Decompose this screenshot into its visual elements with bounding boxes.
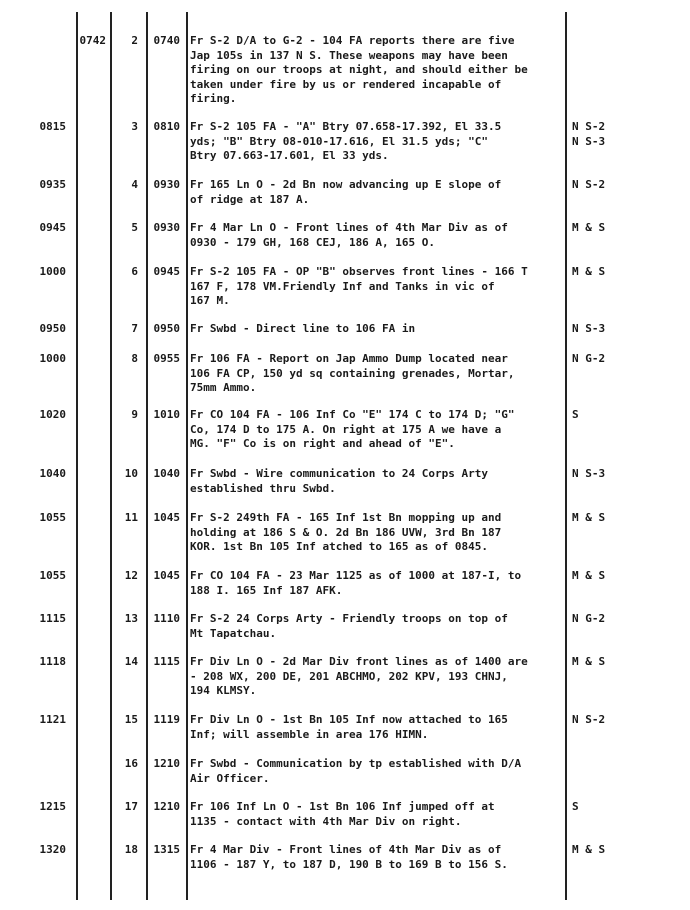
message-line: firing. — [190, 92, 237, 105]
message-line: Fr 4 Mar Ln O - Front lines of 4th Mar Div as of — [190, 221, 508, 234]
entry-time: 1215 — [39, 800, 66, 813]
message-line: 0930 - 179 GH, 168 CEJ, 186 A, 165 O. — [190, 235, 436, 249]
distribution-code: N S-2 — [572, 713, 606, 726]
entry-time: 1320 — [39, 843, 66, 856]
message-line: Fr 4 Mar Div - Front lines of 4th Mar Div as of — [190, 843, 502, 856]
entry-distribution — [572, 655, 652, 670]
entry-time: 1115 — [39, 612, 66, 625]
entry-number: 4 — [131, 178, 138, 191]
message-line: Fr 106 Inf Ln O - 1st Bn 106 Inf jumped off at — [190, 800, 495, 813]
entry-number: 17 — [124, 800, 138, 813]
message-line: Fr Div Ln O - 1st Bn 105 Inf now attached to 165 — [190, 713, 508, 726]
entry-message — [190, 120, 562, 164]
entry-number: 8 — [131, 352, 138, 365]
message-line: 1106 - 187 Y, to 187 D, 190 B to 169 B to 156 S. — [190, 857, 508, 871]
entry-distribution — [572, 265, 652, 280]
distribution-code: M & S — [572, 221, 606, 234]
entry-number: 18 — [124, 843, 138, 856]
entry-time: 1020 — [39, 408, 66, 421]
entry-number: 15 — [124, 713, 138, 726]
message-line: Fr 106 FA - Report on Jap Ammo Dump located near — [190, 352, 508, 365]
entry-distribution — [572, 713, 652, 728]
message-line: Jap 105s in 137 N S. These weapons may have been — [190, 48, 508, 62]
entry-time-in: 1045 — [153, 511, 180, 524]
distribution-code: M & S — [572, 569, 606, 582]
entry-message — [190, 569, 562, 598]
message-line: of ridge at 187 A. — [190, 192, 310, 206]
message-line: Fr S-2 24 Corps Arty - Friendly troops on top of — [190, 612, 508, 625]
distribution-code: N S-3 — [572, 134, 606, 148]
distribution-code: M & S — [572, 655, 606, 668]
entry-message — [190, 178, 562, 207]
entry-time: 1000 — [39, 352, 66, 365]
entry-time-in: 1010 — [153, 408, 180, 421]
message-line: Fr S-2 249th FA - 165 Inf 1st Bn mopping up and — [190, 511, 502, 524]
entry-distribution — [572, 408, 652, 423]
message-line: Fr Swbd - Wire communication to 24 Corps Arty — [190, 467, 489, 480]
entry-time: 0815 — [39, 120, 66, 133]
message-line: 167 M. — [190, 294, 230, 307]
distribution-code: N S-2 — [572, 178, 606, 191]
message-line: holding at 186 S & O. 2d Bn 186 UVW, 3rd Bn 187 — [190, 525, 502, 539]
entry-time: 1118 — [39, 655, 66, 668]
entry-time-in: 0930 — [153, 178, 180, 191]
entry-time-in: 1210 — [153, 800, 180, 813]
entry-time-in: 0955 — [153, 352, 180, 365]
entry-distribution — [572, 221, 652, 236]
message-line: established thru Swbd. — [190, 481, 336, 495]
entry-number: 6 — [131, 265, 138, 278]
entry-message — [190, 655, 562, 699]
entry-distribution — [572, 120, 652, 149]
distribution-code: S — [572, 800, 579, 813]
message-line: yds; "B" Btry 08-010-17.616, El 31.5 yds; "C" — [190, 134, 489, 148]
distribution-code: M & S — [572, 843, 606, 856]
entry-time-in: 0930 — [153, 221, 180, 234]
entry-number: 12 — [124, 569, 138, 582]
entry-distribution — [572, 467, 652, 482]
entry-time-in: 1045 — [153, 569, 180, 582]
message-line: Fr S-2 D/A to G-2 - 104 FA reports there are five — [190, 34, 515, 47]
message-line: Fr Swbd - Direct line to 106 FA in — [190, 322, 416, 335]
entry-distribution — [572, 352, 652, 367]
message-line: 106 FA CP, 150 yd sq containing grenades, Mortar, — [190, 366, 515, 380]
entry-time-in: 0810 — [153, 120, 180, 133]
entry-time-in: 1115 — [153, 655, 180, 668]
message-line: 1135 - contact with 4th Mar Div on right. — [190, 814, 462, 828]
message-line: KOR. 1st Bn 105 Inf atched to 165 as of 0845. — [190, 540, 489, 553]
entry-message — [190, 322, 562, 337]
message-line: Fr Swbd - Communication by tp established with D/A — [190, 757, 522, 770]
column-rule-1 — [76, 12, 78, 900]
message-line: Mt Tapatchau. — [190, 626, 277, 640]
entry-time-in: 0740 — [153, 34, 180, 47]
entry-distribution — [572, 569, 652, 584]
distribution-code: N G-2 — [572, 352, 606, 365]
entry-distribution — [572, 511, 652, 526]
message-line: 188 I. 165 Inf 187 AFK. — [190, 583, 343, 597]
entry-time-out: 0742 — [79, 34, 106, 47]
entry-time-in: 0950 — [153, 322, 180, 335]
entry-message — [190, 843, 562, 872]
entry-time: 1000 — [39, 265, 66, 278]
message-line: Fr CO 104 FA - 23 Mar 1125 as of 1000 at 187-I, to — [190, 569, 522, 582]
column-rule-5 — [565, 12, 567, 900]
entry-message — [190, 34, 562, 107]
message-line: 194 KLMSY. — [190, 684, 257, 697]
entry-message — [190, 713, 562, 742]
message-line: firing on our troops at night, and should either be — [190, 63, 528, 76]
entry-distribution — [572, 322, 652, 337]
entry-number: 16 — [124, 757, 138, 770]
entry-time: 1055 — [39, 511, 66, 524]
distribution-code: N S-3 — [572, 467, 606, 480]
message-line: Fr 165 Ln O - 2d Bn now advancing up E slope of — [190, 178, 502, 191]
entry-time-in: 1315 — [153, 843, 180, 856]
entry-message — [190, 511, 562, 555]
entry-time-in: 1110 — [153, 612, 180, 625]
message-line: Btry 07.663-17.601, El 33 yds. — [190, 149, 389, 162]
message-line: Fr S-2 105 FA - OP "B" observes front lines - 166 T — [190, 265, 528, 278]
message-line: Inf; will assemble in area 176 HIMN. — [190, 727, 429, 741]
entry-message — [190, 757, 562, 786]
distribution-code: S — [572, 408, 579, 421]
entry-number: 10 — [124, 467, 138, 480]
entry-message — [190, 221, 562, 250]
entry-time: 1040 — [39, 467, 66, 480]
message-line: Fr Div Ln O - 2d Mar Div front lines as of 1400 are — [190, 655, 528, 668]
entry-distribution — [572, 800, 652, 815]
entry-message — [190, 800, 562, 829]
entry-message — [190, 352, 562, 396]
distribution-code: M & S — [572, 511, 606, 524]
distribution-code: M & S — [572, 265, 606, 278]
entry-time: 1055 — [39, 569, 66, 582]
entry-distribution — [572, 843, 652, 858]
entry-number: 13 — [124, 612, 138, 625]
message-line: Fr CO 104 FA - 106 Inf Co "E" 174 C to 174 D; "G" — [190, 408, 515, 421]
message-line: taken under fire by us or rendered incapable of — [190, 77, 502, 91]
entry-time: 0950 — [39, 322, 66, 335]
entry-message — [190, 408, 562, 452]
entry-number: 7 — [131, 322, 138, 335]
entry-time-in: 1119 — [153, 713, 180, 726]
message-line: 75mm Ammo. — [190, 381, 257, 394]
message-line: Fr S-2 105 FA - "A" Btry 07.658-17.392, El 33.5 — [190, 120, 502, 133]
entry-number: 9 — [131, 408, 138, 421]
entry-time: 0935 — [39, 178, 66, 191]
column-rule-4 — [186, 12, 188, 900]
distribution-code: N S-3 — [572, 322, 606, 335]
entry-message — [190, 612, 562, 641]
entry-time: 0945 — [39, 221, 66, 234]
entry-time-in: 1210 — [153, 757, 180, 770]
entry-number: 3 — [131, 120, 138, 133]
message-line: 167 F, 178 VM.Friendly Inf and Tanks in vic of — [190, 279, 495, 293]
message-line: - 208 WX, 200 DE, 201 ABCHMO, 202 KPV, 193 CHNJ, — [190, 669, 508, 683]
entry-number: 5 — [131, 221, 138, 234]
entry-message — [190, 467, 562, 496]
entry-message — [190, 265, 562, 309]
entry-distribution — [572, 612, 652, 627]
entry-distribution — [572, 178, 652, 193]
entry-number: 11 — [124, 511, 138, 524]
entry-time-in: 0945 — [153, 265, 180, 278]
distribution-code: N G-2 — [572, 612, 606, 625]
distribution-code: N S-2 — [572, 120, 606, 133]
entry-time-in: 1040 — [153, 467, 180, 480]
message-line: MG. "F" Co is on right and ahead of "E". — [190, 437, 455, 450]
entry-number: 2 — [131, 34, 138, 47]
entry-time: 1121 — [39, 713, 66, 726]
message-line: Air Officer. — [190, 771, 270, 785]
message-line: Co, 174 D to 175 A. On right at 175 A we have a — [190, 422, 502, 436]
entry-number: 14 — [124, 655, 138, 668]
